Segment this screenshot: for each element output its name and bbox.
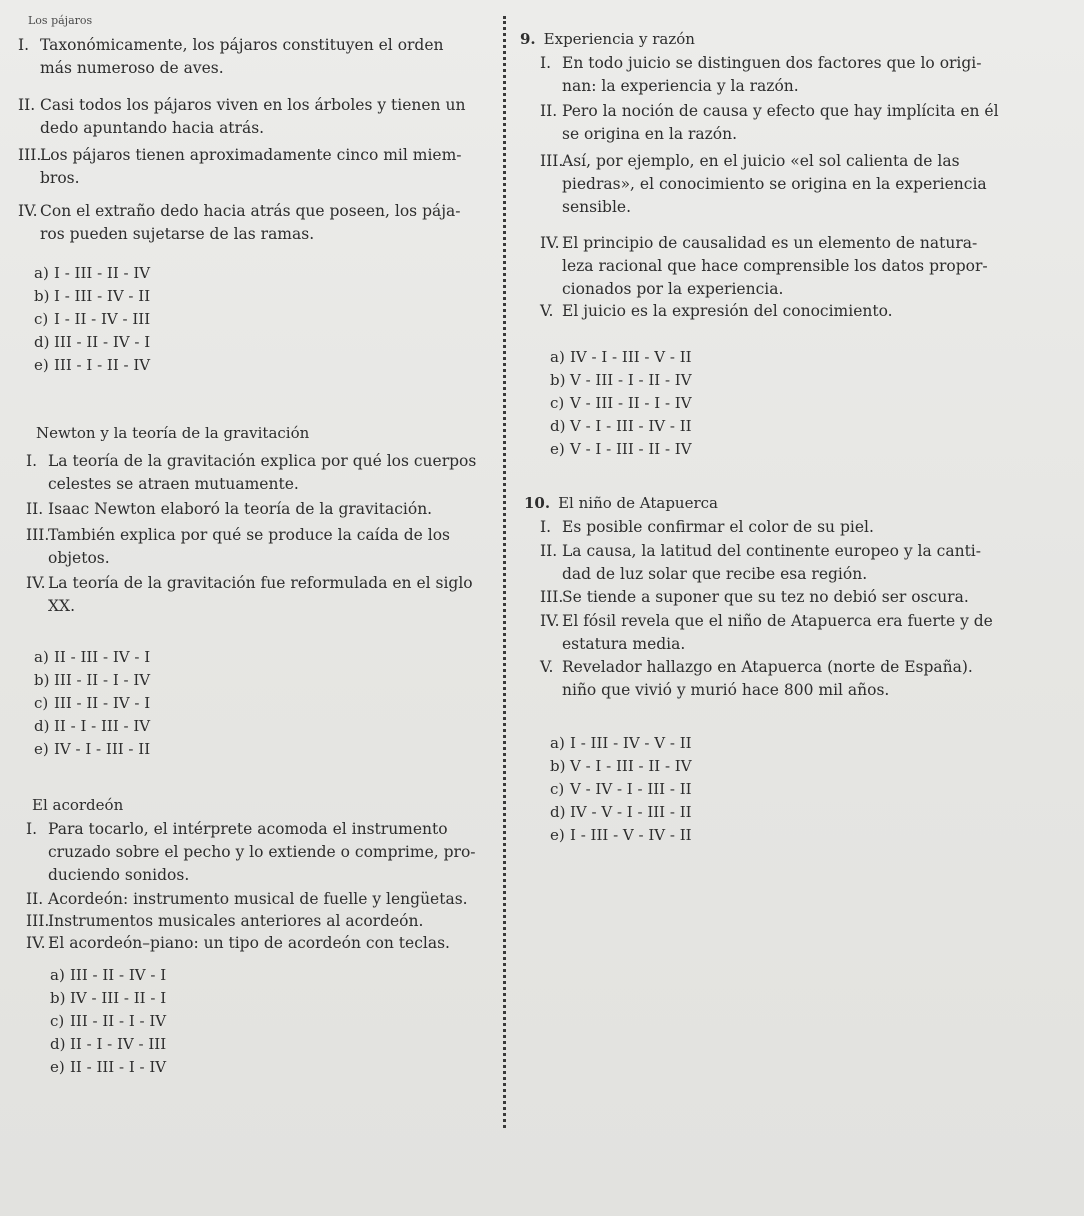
option-e[interactable]: e) V - I - III - II - IV: [550, 440, 692, 458]
item-number: I.: [540, 518, 552, 536]
section-number: 9.: [520, 30, 536, 48]
item-text: También explica por qué se produce la caída de los: [48, 526, 450, 544]
option-b[interactable]: b) III - II - I - IV: [34, 671, 151, 689]
item-number: IV.: [18, 202, 38, 220]
item-text: Con el extraño dedo hacia atrás que poseen, los pája-: [40, 202, 461, 220]
item-text: El principio de causalidad es un elemento de natura-: [562, 234, 978, 252]
option-a[interactable]: a) I - III - IV - V - II: [550, 734, 692, 752]
experiencia-item-4: [540, 232, 1070, 301]
newton-options: [34, 646, 150, 761]
option-a[interactable]: a) III - II - IV - I: [50, 966, 167, 984]
option-c[interactable]: c) III - II - I - IV: [50, 1012, 167, 1030]
pajaros-item-3: [18, 144, 488, 190]
item-text-cont: cruzado sobre el pecho y lo extiende o comprime, pro-: [48, 843, 476, 861]
item-text: El juicio es la expresión del conocimiento.: [562, 302, 893, 320]
item-text: Revelador hallazgo en Atapuerca (norte de España).: [562, 658, 973, 676]
section-title-atapuerca: [524, 494, 718, 512]
atapuerca-item-3: [540, 586, 1070, 609]
option-b[interactable]: b) I - III - IV - II: [34, 287, 151, 305]
item-text-cont: dad de luz solar que recibe esa región.: [562, 565, 868, 583]
option-c[interactable]: c) V - III - II - I - IV: [550, 394, 692, 412]
item-number: II.: [540, 542, 558, 560]
item-text-cont: dedo apuntando hacia atrás.: [40, 119, 265, 137]
item-text: Así, por ejemplo, en el juicio «el sol calienta de las: [562, 152, 960, 170]
option-b[interactable]: b) IV - III - II - I: [50, 989, 167, 1007]
item-text-cont: niño que vivió y murió hace 800 mil años.: [562, 681, 890, 699]
item-text-cont: piedras», el conocimiento se origina en la experiencia: [562, 175, 987, 193]
item-text-cont: objetos.: [48, 549, 110, 567]
item-number: III.: [540, 152, 564, 170]
option-d[interactable]: d) II - I - IV - III: [50, 1035, 167, 1053]
item-text: Taxonómicamente, los pájaros constituyen el orden: [40, 36, 444, 54]
acordeon-item-4: [26, 932, 488, 955]
item-number: II.: [18, 96, 36, 114]
section-title-text: El niño de Atapuerca: [558, 494, 718, 512]
item-number: III.: [26, 912, 50, 930]
section-title-experiencia: [520, 30, 695, 48]
item-text: En todo juicio se distinguen dos factores que lo origi-: [562, 54, 982, 72]
option-b[interactable]: b) V - I - III - II - IV: [550, 757, 692, 775]
option-c[interactable]: c) V - IV - I - III - II: [550, 780, 692, 798]
item-number: V.: [540, 302, 554, 320]
item-text: Es posible confirmar el color de su piel.: [562, 518, 874, 536]
option-b[interactable]: b) V - III - I - II - IV: [550, 371, 692, 389]
item-text-cont: duciendo sonidos.: [48, 866, 190, 884]
item-text-cont: sensible.: [562, 198, 632, 216]
item-text-cont: XX.: [48, 597, 75, 615]
pajaros-options: [34, 262, 150, 377]
option-e[interactable]: e) I - III - V - IV - II: [550, 826, 692, 844]
atapuerca-item-1: [540, 516, 1070, 539]
item-text: La teoría de la gravitación explica por qué los cuerpos: [48, 452, 477, 470]
option-d[interactable]: d) V - I - III - IV - II: [550, 417, 692, 435]
item-text: Acordeón: instrumento musical de fuelle y lengüetas.: [48, 890, 468, 908]
item-text-cont: cionados por la experiencia.: [562, 280, 784, 298]
item-number: II.: [26, 500, 44, 518]
item-text-cont: ros pueden sujetarse de las ramas.: [40, 225, 315, 243]
section-number: 10.: [524, 494, 551, 512]
item-text-cont: nan: la experiencia y la razón.: [562, 77, 799, 95]
pajaros-item-1: [18, 34, 488, 80]
pajaros-item-2: [18, 94, 488, 140]
newton-item-3: [26, 524, 488, 570]
item-text: La teoría de la gravitación fue reformulada en el siglo: [48, 574, 473, 592]
option-a[interactable]: a) II - III - IV - I: [34, 648, 151, 666]
acordeon-options: [50, 964, 166, 1079]
experiencia-item-2: [540, 100, 1070, 146]
item-text: El acordeón–piano: un tipo de acordeón con teclas.: [48, 934, 450, 952]
item-text: Isaac Newton elaboró la teoría de la gravitación.: [48, 500, 433, 518]
item-text-cont: se origina en la razón.: [562, 125, 738, 143]
item-text-cont: más numeroso de aves.: [40, 59, 224, 77]
item-number: I.: [540, 54, 552, 72]
newton-item-2: [26, 498, 488, 521]
item-text: Instrumentos musicales anteriores al acordeón.: [48, 912, 424, 930]
acordeon-item-2: [26, 888, 488, 911]
option-a[interactable]: a) I - III - II - IV: [34, 264, 151, 282]
option-c[interactable]: c) I - II - IV - III: [34, 310, 151, 328]
newton-item-4: [26, 572, 488, 618]
item-number: IV.: [26, 934, 46, 952]
section-title-acordeon: El acordeón: [32, 796, 124, 814]
option-d[interactable]: d) IV - V - I - III - II: [550, 803, 692, 821]
acordeon-item-1: [26, 818, 488, 887]
experiencia-options: [550, 346, 692, 461]
item-number: III.: [26, 526, 50, 544]
item-number: IV.: [540, 234, 560, 252]
experiencia-item-1: [540, 52, 1070, 98]
atapuerca-item-5: [540, 656, 1070, 702]
item-text-cont: leza racional que hace comprensible los datos propor-: [562, 257, 988, 275]
item-text-cont: estatura media.: [562, 635, 686, 653]
item-text: El fósil revela que el niño de Atapuerca era fuerte y de: [562, 612, 993, 630]
atapuerca-item-4: [540, 610, 1070, 656]
option-d[interactable]: d) III - II - IV - I: [34, 333, 151, 351]
item-number: II.: [540, 102, 558, 120]
item-text: Se tiende a suponer que su tez no debió ser oscura.: [562, 588, 969, 606]
item-text: Los pájaros tienen aproximadamente cinco mil miem-: [40, 146, 462, 164]
item-number: I.: [18, 36, 30, 54]
item-number: I.: [26, 820, 38, 838]
option-a[interactable]: a) IV - I - III - V - II: [550, 348, 692, 366]
item-text: La causa, la latitud del continente europeo y la canti-: [562, 542, 981, 560]
column-divider: [503, 16, 506, 1128]
section-title-pajaros: Los pájaros: [28, 14, 93, 27]
item-text: Para tocarlo, el intérprete acomoda el instrumento: [48, 820, 448, 838]
acordeon-item-3: [26, 910, 488, 933]
item-number: III.: [18, 146, 42, 164]
item-text: Pero la noción de causa y efecto que hay implícita en él: [562, 102, 999, 120]
section-title-newton: Newton y la teoría de la gravitación: [36, 424, 310, 442]
item-number: II.: [26, 890, 44, 908]
experiencia-item-5: [540, 300, 1070, 323]
pajaros-item-4: [18, 200, 488, 246]
item-number: IV.: [26, 574, 46, 592]
experiencia-item-3: [540, 150, 1070, 219]
item-text: Casi todos los pájaros viven en los árboles y tienen un: [40, 96, 466, 114]
option-d[interactable]: d) II - I - III - IV: [34, 717, 151, 735]
item-number: III.: [540, 588, 564, 606]
atapuerca-item-2: [540, 540, 1070, 586]
newton-item-1: [26, 450, 488, 496]
item-text-cont: bros.: [40, 169, 80, 187]
option-e[interactable]: e) III - I - II - IV: [34, 356, 151, 374]
option-e[interactable]: e) II - III - I - IV: [50, 1058, 167, 1076]
item-number: IV.: [540, 612, 560, 630]
option-e[interactable]: e) IV - I - III - II: [34, 740, 151, 758]
section-title-text: Experiencia y razón: [543, 30, 695, 48]
option-c[interactable]: c) III - II - IV - I: [34, 694, 151, 712]
item-text-cont: celestes se atraen mutuamente.: [48, 475, 299, 493]
item-number: I.: [26, 452, 38, 470]
item-number: V.: [540, 658, 554, 676]
atapuerca-options: [550, 732, 692, 847]
